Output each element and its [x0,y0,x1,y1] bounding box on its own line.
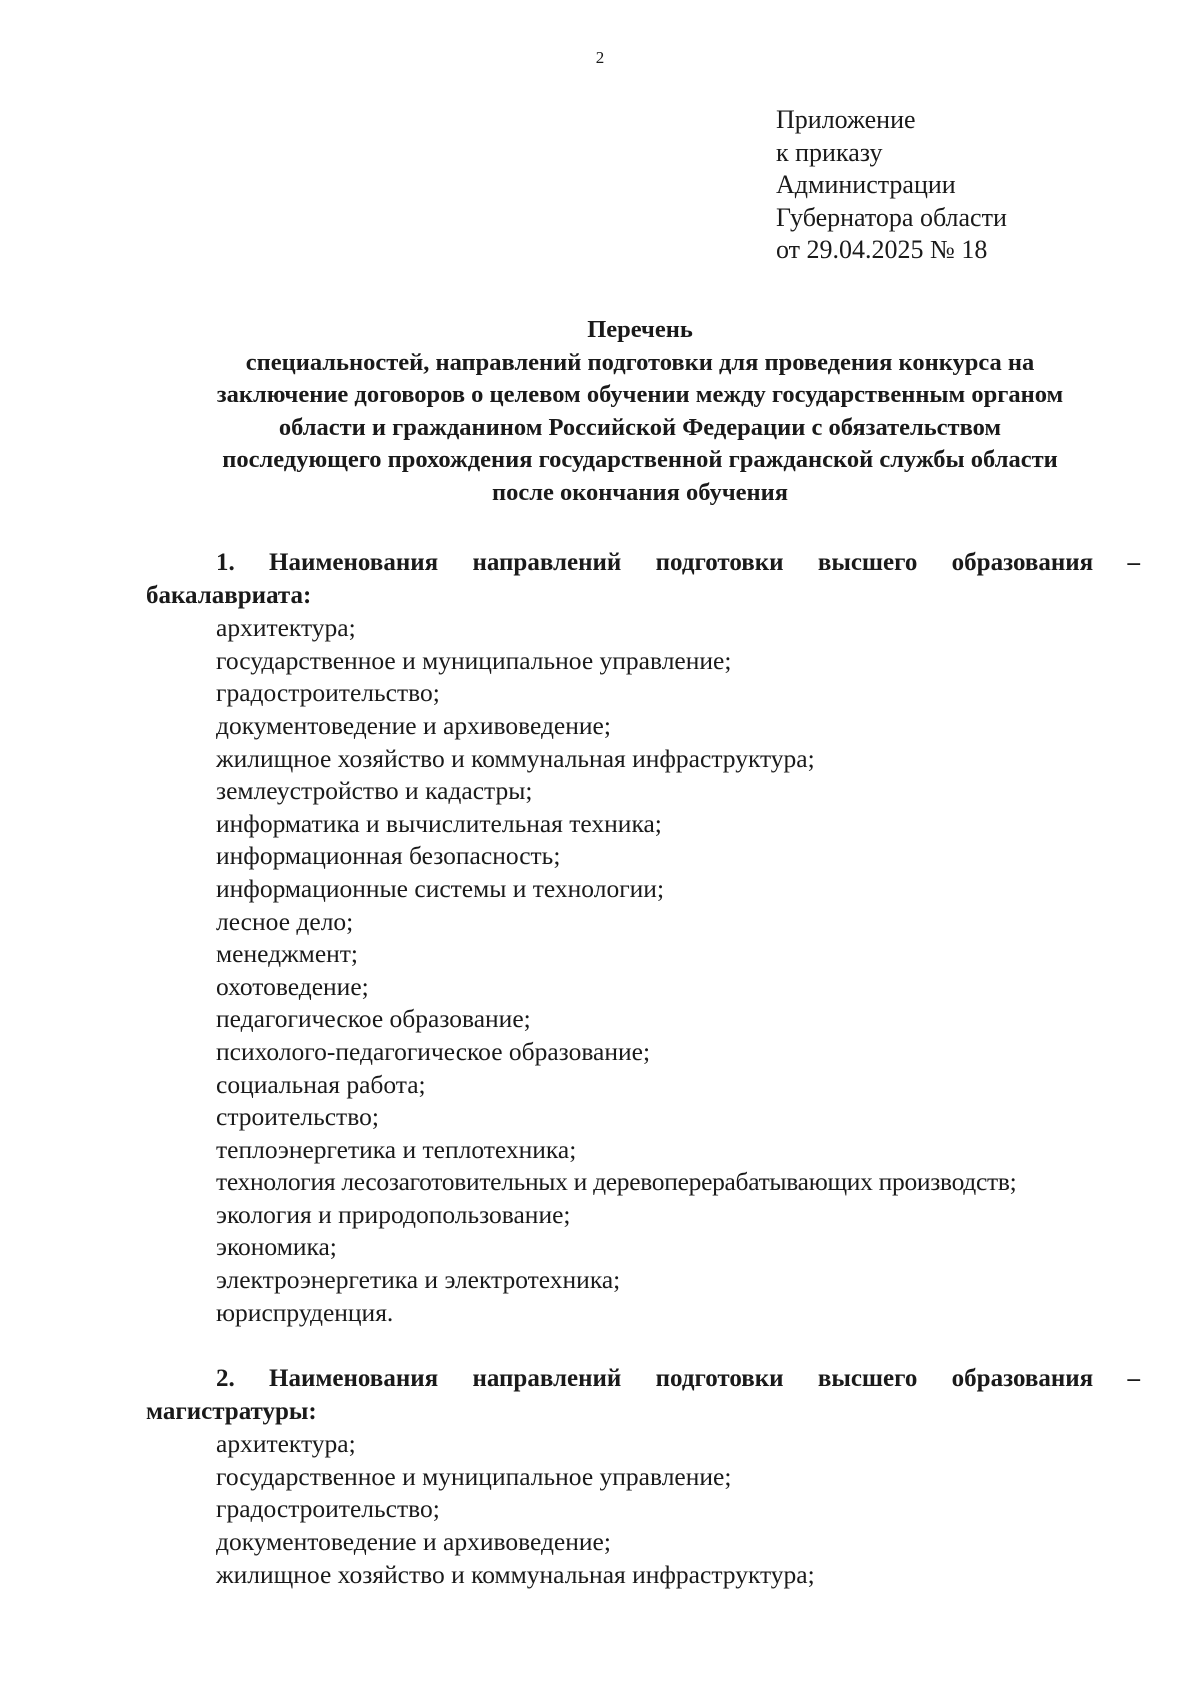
title-line: после окончания обучения [491,478,789,506]
list-item: педагогическое образование; [216,1004,531,1034]
appendix-line: Губернатора области [776,202,1007,232]
list-item: охотоведение; [216,971,369,1001]
list-item: документоведение и архивоведение; [216,710,611,740]
list-item: информационная безопасность; [216,841,561,871]
specialty-list [146,1428,1140,1591]
title-line: области и гражданином Российской Федерации с обязательством [278,413,1002,441]
list-item: технология лесозаготовительных и деревоперерабатывающих производств; [216,1167,1017,1197]
section-master [146,1363,1140,1591]
list-item: архитектура; [216,613,356,643]
list-item: теплоэнергетика и теплотехника; [216,1134,577,1164]
list-item: архитектура; [216,1429,356,1459]
specialty-list [146,612,1140,1329]
list-item: электроэнергетика и электротехника; [216,1265,621,1295]
appendix-line: Приложение [776,105,916,134]
list-item: государственное и муниципальное управление; [216,645,732,675]
section-heading: 1. Наименования направлений подготовки высшего образования – бакалавриата: [146,549,1140,609]
list-item: экономика; [216,1232,337,1262]
appendix-line: Администрации [776,170,956,199]
list-item: лесное дело; [216,906,354,936]
appendix-block [776,104,1007,267]
title-line: специальностей, направлений подготовки для проведения конкурса на [245,348,1035,376]
list-item: жилищное хозяйство и коммунальная инфраструктура; [216,743,815,773]
list-item: информатика и вычислительная техника; [216,808,662,838]
list-item: информационные системы и технологии; [216,873,665,903]
section-heading: 2. Наименования направлений подготовки высшего образования – магистратуры: [146,1365,1140,1425]
list-item: экология и природопользование; [216,1199,571,1229]
document-title [140,314,1140,509]
list-item: градостроительство; [216,678,440,708]
list-item: строительство; [216,1102,379,1132]
list-item: менеджмент; [216,939,359,969]
list-item: жилищное хозяйство и коммунальная инфраструктура; [216,1559,815,1589]
page-number: 2 [595,48,605,67]
list-item: землеустройство и кадастры; [216,776,533,806]
list-item: градостроительство; [216,1494,440,1524]
appendix-line: от 29.04.2025 № 18 [776,235,988,264]
list-item: психолого-педагогическое образование; [216,1036,651,1066]
appendix-line: к приказу [776,137,883,167]
title-line: заключение договоров о целевом обучении между государственным органом [216,381,1064,408]
list-item: социальная работа; [216,1069,426,1099]
title-line: Перечень [587,316,693,343]
section-bachelor [146,547,1140,1329]
title-line: последующего прохождения государственной гражданской службы области [222,446,1058,473]
list-item: юриспруденция. [216,1297,394,1327]
list-item: документоведение и архивоведение; [216,1526,611,1556]
list-item: государственное и муниципальное управление; [216,1461,732,1491]
